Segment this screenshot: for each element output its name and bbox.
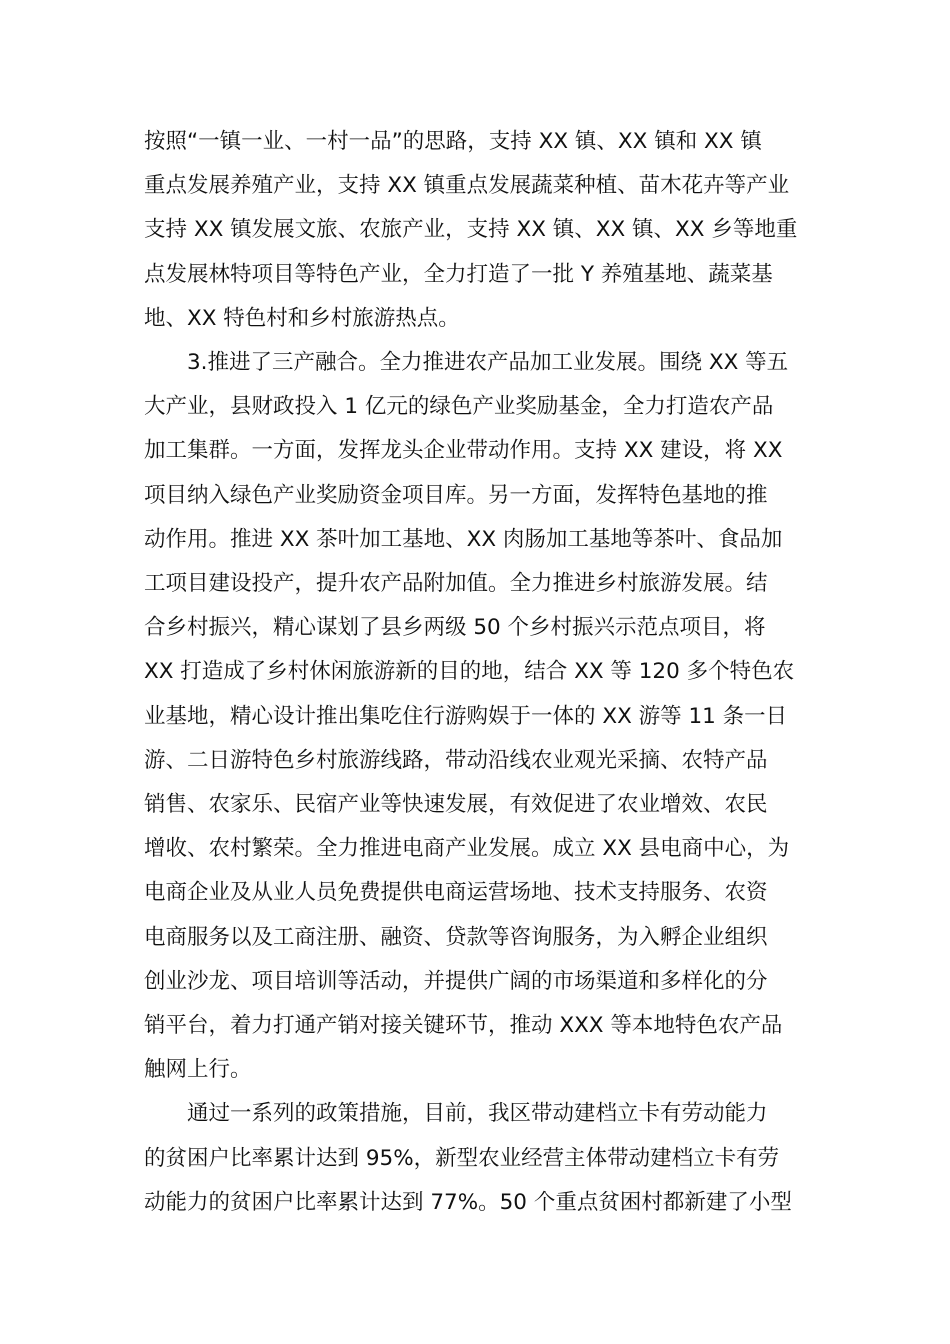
text-line: 电商企业及从业人员免费提供电商运营场地、技术支持服务、农资 bbox=[144, 880, 768, 906]
text-line: 通过一系列的政策措施，目前，我区带动建档立卡有劳动能力 bbox=[187, 1101, 768, 1127]
text-line: 支持 XX 镇发展文旅、农旅产业，支持 XX 镇、XX 镇、XX 乡等地重 bbox=[144, 217, 798, 243]
text-line: 触网上行。 bbox=[144, 1057, 252, 1083]
paragraph-policy-results bbox=[144, 1092, 808, 1225]
text-line: 游、二日游特色乡村旅游线路，带动沿线农业观光采摘、农特产品 bbox=[144, 747, 768, 773]
text-line: 大产业，县财政投入 1 亿元的绿色产业奖励基金，全力打造农产品 bbox=[144, 394, 774, 420]
text-line: 销平台，着力打通产销对接关键环节，推动 XXX 等本地特色农产品 bbox=[144, 1013, 783, 1039]
text-line: 加工集群。一方面，发挥龙头企业带动作用。支持 XX 建设，将 XX bbox=[144, 438, 783, 464]
text-line: 地、XX 特色村和乡村旅游热点。 bbox=[144, 305, 460, 331]
text-line: XX 打造成了乡村休闲旅游新的目的地，结合 XX 等 120 多个特色农 bbox=[144, 659, 795, 685]
text-line: 的贫困户比率累计达到 95%，新型农业经营主体带动建档立卡有劳 bbox=[144, 1145, 780, 1171]
text-line: 增收、农村繁荣。全力推进电商产业发展。成立 XX 县电商中心，为 bbox=[144, 836, 790, 862]
text-line: 电商服务以及工商注册、融资、贷款等咨询服务，为入孵企业组织 bbox=[144, 924, 768, 950]
text-line: 销售、农家乐、民宿产业等快速发展，有效促进了农业增效、农民 bbox=[144, 792, 768, 818]
text-line: 业基地，精心设计推出集吃住行游购娱于一体的 XX 游等 11 条一日 bbox=[144, 703, 788, 729]
text-line: 按照“一镇一业、一村一品”的思路，支持 XX 镇、XX 镇和 XX 镇 bbox=[144, 129, 762, 154]
text-line: 项目纳入绿色产业奖励资金项目库。另一方面，发挥特色基地的推 bbox=[144, 482, 768, 508]
text-line: 合乡村振兴，精心谋划了县乡两级 50 个乡村振兴示范点项目，将 bbox=[144, 615, 766, 641]
paragraph-three-industry-integration bbox=[144, 341, 808, 1092]
text-line: 点发展林特项目等特色产业，全力打造了一批 Y 养殖基地、蔬菜基 bbox=[144, 261, 773, 287]
text-line: 工项目建设投产，提升农产品附加值。全力推进乡村旅游发展。结 bbox=[144, 571, 768, 597]
text-line: 创业沙龙、项目培训等活动，并提供广阔的市场渠道和多样化的分 bbox=[144, 968, 768, 994]
document-body bbox=[144, 120, 808, 1225]
paragraph-industry-layout bbox=[144, 120, 808, 341]
text-line: 3.推进了三产融合。全力推进农产品加工业发展。围绕 XX 等五 bbox=[187, 350, 789, 376]
text-line: 重点发展养殖产业，支持 XX 镇重点发展蔬菜种植、苗木花卉等产业 bbox=[144, 173, 790, 199]
text-line: 动作用。推进 XX 茶叶加工基地、XX 肉肠加工基地等茶叶、食品加 bbox=[144, 526, 783, 552]
text-line: 动能力的贫困户比率累计达到 77%。50 个重点贫困村都新建了小型 bbox=[144, 1189, 792, 1215]
